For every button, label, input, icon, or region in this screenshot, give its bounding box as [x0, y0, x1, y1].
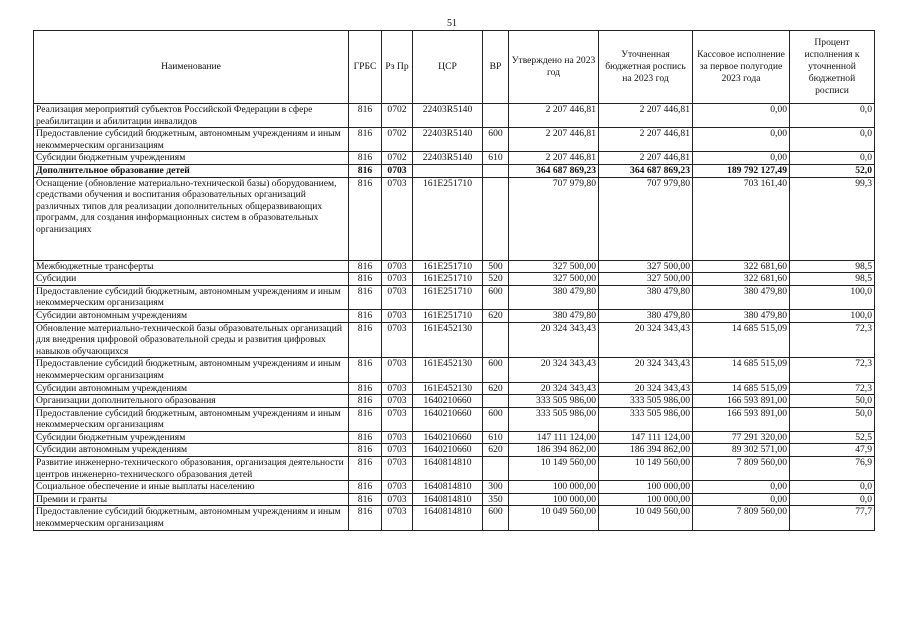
cell-grbs: 816 [349, 407, 382, 431]
cell-grbs: 816 [349, 322, 382, 358]
header-csr: ЦСР [413, 31, 483, 104]
cell-rzpr: 0703 [382, 395, 413, 408]
cell-percent: 50,0 [790, 407, 875, 431]
cell-refined: 380 479,80 [599, 285, 693, 309]
table-row [34, 506, 875, 530]
cell-rzpr: 0703 [382, 273, 413, 286]
header-grbs: ГРБС [349, 31, 382, 104]
cell-vr [483, 164, 509, 177]
cell-csr: 161E452130 [413, 358, 483, 382]
cell-approved: 20 324 343,43 [509, 358, 599, 382]
cell-refined: 364 687 869,23 [599, 164, 693, 177]
cell-cash: 380 479,80 [693, 285, 790, 309]
cell-cash: 166 593 891,00 [693, 407, 790, 431]
cell-csr: 161E251710 [413, 273, 483, 286]
cell-grbs: 816 [349, 104, 382, 128]
cell-cash: 0,00 [693, 104, 790, 128]
cell-approved: 186 394 862,00 [509, 444, 599, 457]
cell-cash: 89 302 571,00 [693, 444, 790, 457]
cell-approved: 100 000,00 [509, 493, 599, 506]
cell-percent: 72,3 [790, 382, 875, 395]
cell-name: Субсидии бюджетным учреждениям [34, 152, 349, 165]
table-row [34, 104, 875, 128]
cell-vr: 620 [483, 382, 509, 395]
cell-rzpr: 0703 [382, 493, 413, 506]
table-row [34, 481, 875, 494]
cell-refined: 380 479,80 [599, 309, 693, 322]
cell-percent: 52,5 [790, 431, 875, 444]
cell-approved: 2 207 446,81 [509, 104, 599, 128]
cell-percent: 100,0 [790, 309, 875, 322]
cell-vr: 350 [483, 493, 509, 506]
cell-rzpr: 0703 [382, 407, 413, 431]
cell-cash: 322 681,60 [693, 273, 790, 286]
cell-csr: 22403R5140 [413, 128, 483, 152]
cell-cash: 0,00 [693, 481, 790, 494]
cell-grbs: 816 [349, 358, 382, 382]
cell-approved: 10 049 560,00 [509, 506, 599, 530]
cell-vr: 620 [483, 444, 509, 457]
table-row [34, 164, 875, 177]
cell-cash: 77 291 320,00 [693, 431, 790, 444]
cell-cash: 0,00 [693, 128, 790, 152]
cell-refined: 100 000,00 [599, 493, 693, 506]
cell-approved: 147 111 124,00 [509, 431, 599, 444]
cell-vr [483, 457, 509, 481]
cell-rzpr: 0703 [382, 382, 413, 395]
cell-percent: 0,0 [790, 481, 875, 494]
cell-percent: 0,0 [790, 493, 875, 506]
cell-percent: 99,3 [790, 177, 875, 260]
cell-name: Субсидии автономным учреждениям [34, 444, 349, 457]
table-row [34, 152, 875, 165]
cell-refined: 327 500,00 [599, 273, 693, 286]
cell-cash: 703 161,40 [693, 177, 790, 260]
cell-vr [483, 322, 509, 358]
cell-grbs: 816 [349, 177, 382, 260]
cell-vr [483, 395, 509, 408]
cell-percent: 100,0 [790, 285, 875, 309]
cell-refined: 147 111 124,00 [599, 431, 693, 444]
cell-approved: 20 324 343,43 [509, 322, 599, 358]
cell-vr: 600 [483, 358, 509, 382]
cell-cash: 0,00 [693, 152, 790, 165]
cell-vr: 520 [483, 273, 509, 286]
cell-approved: 380 479,80 [509, 285, 599, 309]
cell-rzpr: 0703 [382, 481, 413, 494]
cell-vr: 610 [483, 152, 509, 165]
page-number: 51 [447, 18, 457, 29]
cell-grbs: 816 [349, 273, 382, 286]
cell-refined: 707 979,80 [599, 177, 693, 260]
table-row [34, 273, 875, 286]
cell-cash: 7 809 560,00 [693, 457, 790, 481]
header-approved: Утверждено на 2023 год [509, 31, 599, 104]
table-header-row [34, 31, 875, 104]
cell-name: Предоставление субсидий бюджетным, автономным учреждениям и иным некоммерческим организациям [34, 407, 349, 431]
cell-csr: 161E251710 [413, 260, 483, 273]
cell-refined: 333 505 986,00 [599, 407, 693, 431]
cell-vr: 500 [483, 260, 509, 273]
cell-grbs: 816 [349, 481, 382, 494]
cell-csr: 1640210660 [413, 444, 483, 457]
cell-csr: 1640814810 [413, 481, 483, 494]
cell-csr: 1640210660 [413, 431, 483, 444]
cell-vr: 600 [483, 128, 509, 152]
cell-cash: 14 685 515,09 [693, 322, 790, 358]
cell-name: Развитие инженерно-технического образования, организация деятельности центров инженерно-технического образования детей [34, 457, 349, 481]
table-row [34, 177, 875, 260]
cell-csr: 161E251710 [413, 309, 483, 322]
cell-rzpr: 0703 [382, 444, 413, 457]
cell-approved: 100 000,00 [509, 481, 599, 494]
cell-refined: 100 000,00 [599, 481, 693, 494]
cell-name: Предоставление субсидий бюджетным, автономным учреждениям и иным некоммерческим организациям [34, 506, 349, 530]
cell-grbs: 816 [349, 164, 382, 177]
cell-approved: 20 324 343,43 [509, 382, 599, 395]
cell-grbs: 816 [349, 152, 382, 165]
cell-csr: 1640814810 [413, 493, 483, 506]
cell-grbs: 816 [349, 309, 382, 322]
cell-cash: 7 809 560,00 [693, 506, 790, 530]
cell-grbs: 816 [349, 395, 382, 408]
cell-refined: 20 324 343,43 [599, 322, 693, 358]
table-body [34, 104, 875, 531]
cell-csr [413, 164, 483, 177]
cell-rzpr: 0703 [382, 358, 413, 382]
cell-rzpr: 0703 [382, 177, 413, 260]
cell-vr [483, 104, 509, 128]
cell-vr: 610 [483, 431, 509, 444]
cell-name: Предоставление субсидий бюджетным, автономным учреждениям и иным некоммерческим организациям [34, 128, 349, 152]
cell-vr [483, 177, 509, 260]
cell-refined: 186 394 862,00 [599, 444, 693, 457]
cell-cash: 14 685 515,09 [693, 358, 790, 382]
cell-csr: 1640210660 [413, 395, 483, 408]
table-row [34, 395, 875, 408]
budget-execution-table [33, 30, 875, 531]
cell-approved: 707 979,80 [509, 177, 599, 260]
cell-vr: 600 [483, 506, 509, 530]
cell-name: Предоставление субсидий бюджетным, автономным учреждениям и иным некоммерческим организациям [34, 358, 349, 382]
cell-cash: 189 792 127,49 [693, 164, 790, 177]
cell-approved: 333 505 986,00 [509, 407, 599, 431]
table-row [34, 493, 875, 506]
cell-refined: 20 324 343,43 [599, 358, 693, 382]
cell-rzpr: 0702 [382, 152, 413, 165]
cell-name: Организации дополнительного образования [34, 395, 349, 408]
table-row [34, 260, 875, 273]
cell-percent: 52,0 [790, 164, 875, 177]
cell-approved: 2 207 446,81 [509, 128, 599, 152]
cell-rzpr: 0703 [382, 309, 413, 322]
cell-percent: 77,7 [790, 506, 875, 530]
table-row [34, 322, 875, 358]
cell-name: Реализация мероприятий субъектов Российской Федерации в сфере реабилитации и абилитации инвалидов [34, 104, 349, 128]
cell-rzpr: 0703 [382, 260, 413, 273]
cell-vr: 600 [483, 407, 509, 431]
table-row [34, 457, 875, 481]
header-percent: Процент исполнения к уточненной бюджетной росписи [790, 31, 875, 104]
cell-vr: 300 [483, 481, 509, 494]
cell-grbs: 816 [349, 431, 382, 444]
cell-cash: 322 681,60 [693, 260, 790, 273]
cell-csr: 161E251710 [413, 285, 483, 309]
cell-percent: 0,0 [790, 152, 875, 165]
cell-refined: 327 500,00 [599, 260, 693, 273]
cell-grbs: 816 [349, 285, 382, 309]
table-row [34, 358, 875, 382]
cell-cash: 0,00 [693, 493, 790, 506]
table-row [34, 309, 875, 322]
cell-refined: 333 505 986,00 [599, 395, 693, 408]
cell-percent: 50,0 [790, 395, 875, 408]
cell-csr: 22403R5140 [413, 152, 483, 165]
cell-rzpr: 0703 [382, 164, 413, 177]
cell-cash: 166 593 891,00 [693, 395, 790, 408]
cell-refined: 10 049 560,00 [599, 506, 693, 530]
cell-csr: 1640210660 [413, 407, 483, 431]
cell-name: Субсидии автономным учреждениям [34, 309, 349, 322]
cell-rzpr: 0703 [382, 322, 413, 358]
cell-rzpr: 0702 [382, 128, 413, 152]
cell-approved: 327 500,00 [509, 260, 599, 273]
cell-grbs: 816 [349, 260, 382, 273]
cell-grbs: 816 [349, 457, 382, 481]
cell-csr: 1640814810 [413, 506, 483, 530]
cell-rzpr: 0703 [382, 457, 413, 481]
table-row [34, 285, 875, 309]
cell-name: Дополнительное образование детей [34, 164, 349, 177]
cell-approved: 327 500,00 [509, 273, 599, 286]
cell-grbs: 816 [349, 444, 382, 457]
cell-csr: 161E452130 [413, 382, 483, 395]
cell-grbs: 816 [349, 493, 382, 506]
cell-name: Субсидии бюджетным учреждениям [34, 431, 349, 444]
cell-percent: 72,3 [790, 322, 875, 358]
cell-cash: 380 479,80 [693, 309, 790, 322]
cell-approved: 2 207 446,81 [509, 152, 599, 165]
cell-grbs: 816 [349, 506, 382, 530]
cell-name: Премии и гранты [34, 493, 349, 506]
header-vr: ВР [483, 31, 509, 104]
cell-refined: 2 207 446,81 [599, 104, 693, 128]
cell-percent: 0,0 [790, 104, 875, 128]
cell-csr: 161E251710 [413, 177, 483, 260]
cell-approved: 364 687 869,23 [509, 164, 599, 177]
cell-rzpr: 0702 [382, 104, 413, 128]
cell-refined: 2 207 446,81 [599, 128, 693, 152]
cell-csr: 1640814810 [413, 457, 483, 481]
table-row [34, 444, 875, 457]
cell-rzpr: 0703 [382, 431, 413, 444]
table-row [34, 128, 875, 152]
cell-name: Межбюджетные трансферты [34, 260, 349, 273]
cell-csr: 161E452130 [413, 322, 483, 358]
header-rzpr: Рз Пр [382, 31, 413, 104]
cell-refined: 10 149 560,00 [599, 457, 693, 481]
header-name: Наименование [34, 31, 349, 104]
table-row [34, 382, 875, 395]
cell-vr: 620 [483, 309, 509, 322]
cell-percent: 76,9 [790, 457, 875, 481]
cell-approved: 333 505 986,00 [509, 395, 599, 408]
cell-approved: 380 479,80 [509, 309, 599, 322]
cell-name: Оснащение (обновление материально-технической базы) оборудованием, средствами обучения и воспитания образовательных организаций различных типов для реализации дополнительных общеразвивающих программ, для создания информационных систем в образовательных организациях [34, 177, 349, 260]
cell-rzpr: 0703 [382, 285, 413, 309]
cell-name: Предоставление субсидий бюджетным, автономным учреждениям и иным некоммерческим организациям [34, 285, 349, 309]
header-refined: Уточненная бюджетная роспись на 2023 год [599, 31, 693, 104]
cell-name: Социальное обеспечение и иные выплаты населению [34, 481, 349, 494]
cell-percent: 47,9 [790, 444, 875, 457]
cell-approved: 10 149 560,00 [509, 457, 599, 481]
cell-percent: 98,5 [790, 260, 875, 273]
cell-percent: 98,5 [790, 273, 875, 286]
table-row [34, 431, 875, 444]
cell-grbs: 816 [349, 382, 382, 395]
cell-cash: 14 685 515,09 [693, 382, 790, 395]
cell-name: Обновление материально-технической базы образовательных организаций для внедрения цифровой образовательной среды и развития цифровых навыков обучающихся [34, 322, 349, 358]
cell-percent: 0,0 [790, 128, 875, 152]
cell-csr: 22403R5140 [413, 104, 483, 128]
cell-grbs: 816 [349, 128, 382, 152]
table-row [34, 407, 875, 431]
cell-refined: 20 324 343,43 [599, 382, 693, 395]
cell-refined: 2 207 446,81 [599, 152, 693, 165]
cell-name: Субсидии автономным учреждениям [34, 382, 349, 395]
header-cash: Кассовое исполнение за первое полугодие 2023 года [693, 31, 790, 104]
cell-name: Субсидии [34, 273, 349, 286]
cell-percent: 72,3 [790, 358, 875, 382]
cell-rzpr: 0703 [382, 506, 413, 530]
cell-vr: 600 [483, 285, 509, 309]
